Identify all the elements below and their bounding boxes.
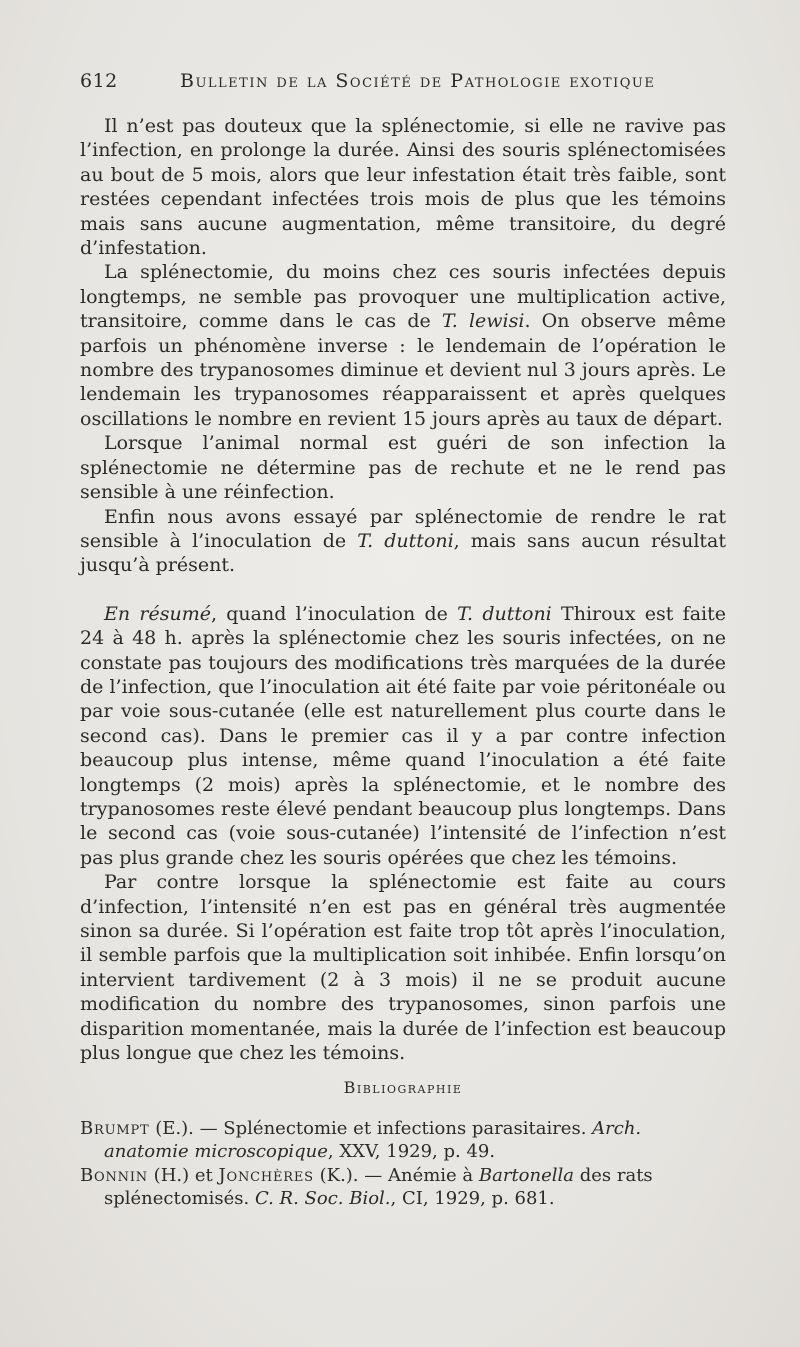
journal-name: C. R. Soc. Biol. [254,1187,391,1209]
paragraph-text: , quand l’inoculation de [210,602,458,625]
page-number: 612 [80,70,118,92]
entry-text: (E.). — Splénectomie et infections parasitaires. [149,1118,593,1139]
author-name: Jonchères [218,1165,314,1186]
paragraph-text: Il n’est pas douteux que la splénectomie, si elle ne ravive pas l’infection, en prolonge la durée. Ainsi des souris splénectomisées au bout de 5 mois, alors que leur infestation était très faible, sont restées cependant infectées trois mois de plus que les témoins mais sans aucune augmentation, même transitoire, du degré d’infestation. [80,115,726,260]
journal-name: Arch. anatomie microscopique [104,1118,642,1162]
entry-text: (K.). — Anémie à [313,1165,479,1186]
bibliography-list [80,1118,726,1212]
paragraph-text: La splénectomie, du moins chez ces souris infectées depuis longtemps, ne semble pas provoquer une multiplication active, transitoire, comme dans le cas de [80,261,726,333]
paragraph-6 [80,870,726,1065]
paragraph-4 [80,505,726,578]
bibliography-heading: Bibliographie [343,1078,463,1097]
paragraph-2 [80,260,726,431]
article-body [80,114,726,1065]
paragraph-text: Thiroux est faite 24 à 48 h. après la splénectomie chez les souris infectées, on ne constate pas toujours des modifications très marquées de la durée de l’infection, que l’inoculation ait été faite par voie péritonéale ou par voie sous-cutanée (elle est naturellement plus courte dans le second cas). Dans le premier cas il y a par contre infection beaucoup plus intense, même quand l’inoculation a été faite longtemps (2 mois) après la splénectomie, et le nombre des trypanosomes reste élevé pendant beaucoup plus longtemps. Dans le second cas (voie sous-cutanée) l’intensité de l’infection n’est pas plus grande chez les souris opérées que chez les témoins. [80,602,726,869]
paragraph-text: Par contre lorsque la splénectomie est faite au cours d’infection, l’intensité n’en est pas en général très augmentée sinon sa durée. Si l’opération est faite trop tôt après l’inoculation, il semble parfois que la multiplication soit inhibée. Enfin lorsqu’on intervient tardivement (2 à 3 mois) il ne se produit aucune modification du nombre des trypanosomes, sinon parfois une disparition momentanée, mais la durée de l’infection est beaucoup plus longue que chez les témoins. [80,871,726,1065]
entry-text: des rats splénectomisés. [104,1165,653,1209]
paragraph-text: . On observe même parfois un phénomène inverse : le lendemain de l’opération le nombre des trypanosomes diminue et devient nul 3 jours après. Le lendemain les trypanosomes réapparaissent et après quelques oscillations le nombre en revient 15 jours après au taux de départ. [80,310,726,430]
paragraph-summary [80,602,726,870]
paragraph-text: Lorsque l’animal normal est guéri de son infection la splénectomie ne détermine pas de rechute et ne le rend pas sensible à une réinfection. [80,432,726,504]
entry-text: , CI, 1929, p. 681. [390,1187,555,1209]
bibliography-entry [80,1165,726,1210]
genus-name: Bartonella [478,1165,574,1186]
paragraph-text: , mais sans aucun résultat jusqu’à présent. [80,529,726,577]
species-name: T. duttoni [457,602,552,625]
summary-label: En résumé [104,602,211,625]
bibliography-entry [80,1118,726,1163]
journal-title: Bulletin de la Société de Pathologie exotique [180,70,656,92]
running-header [80,70,730,100]
paragraph-3 [80,431,726,504]
species-name: T. lewisi [441,310,525,333]
entry-text: , XXV, 1929, p. 49. [327,1140,496,1162]
paragraph-text: Enfin nous avons essayé par splénectomie de rendre le rat sensible à l’inoculation de [80,505,726,552]
author-name: Bonnin [80,1165,148,1186]
entry-text: (H.) et [147,1165,219,1186]
species-name: T. duttoni [357,529,454,552]
paragraph-1 [80,114,726,260]
author-name: Brumpt [80,1118,150,1139]
